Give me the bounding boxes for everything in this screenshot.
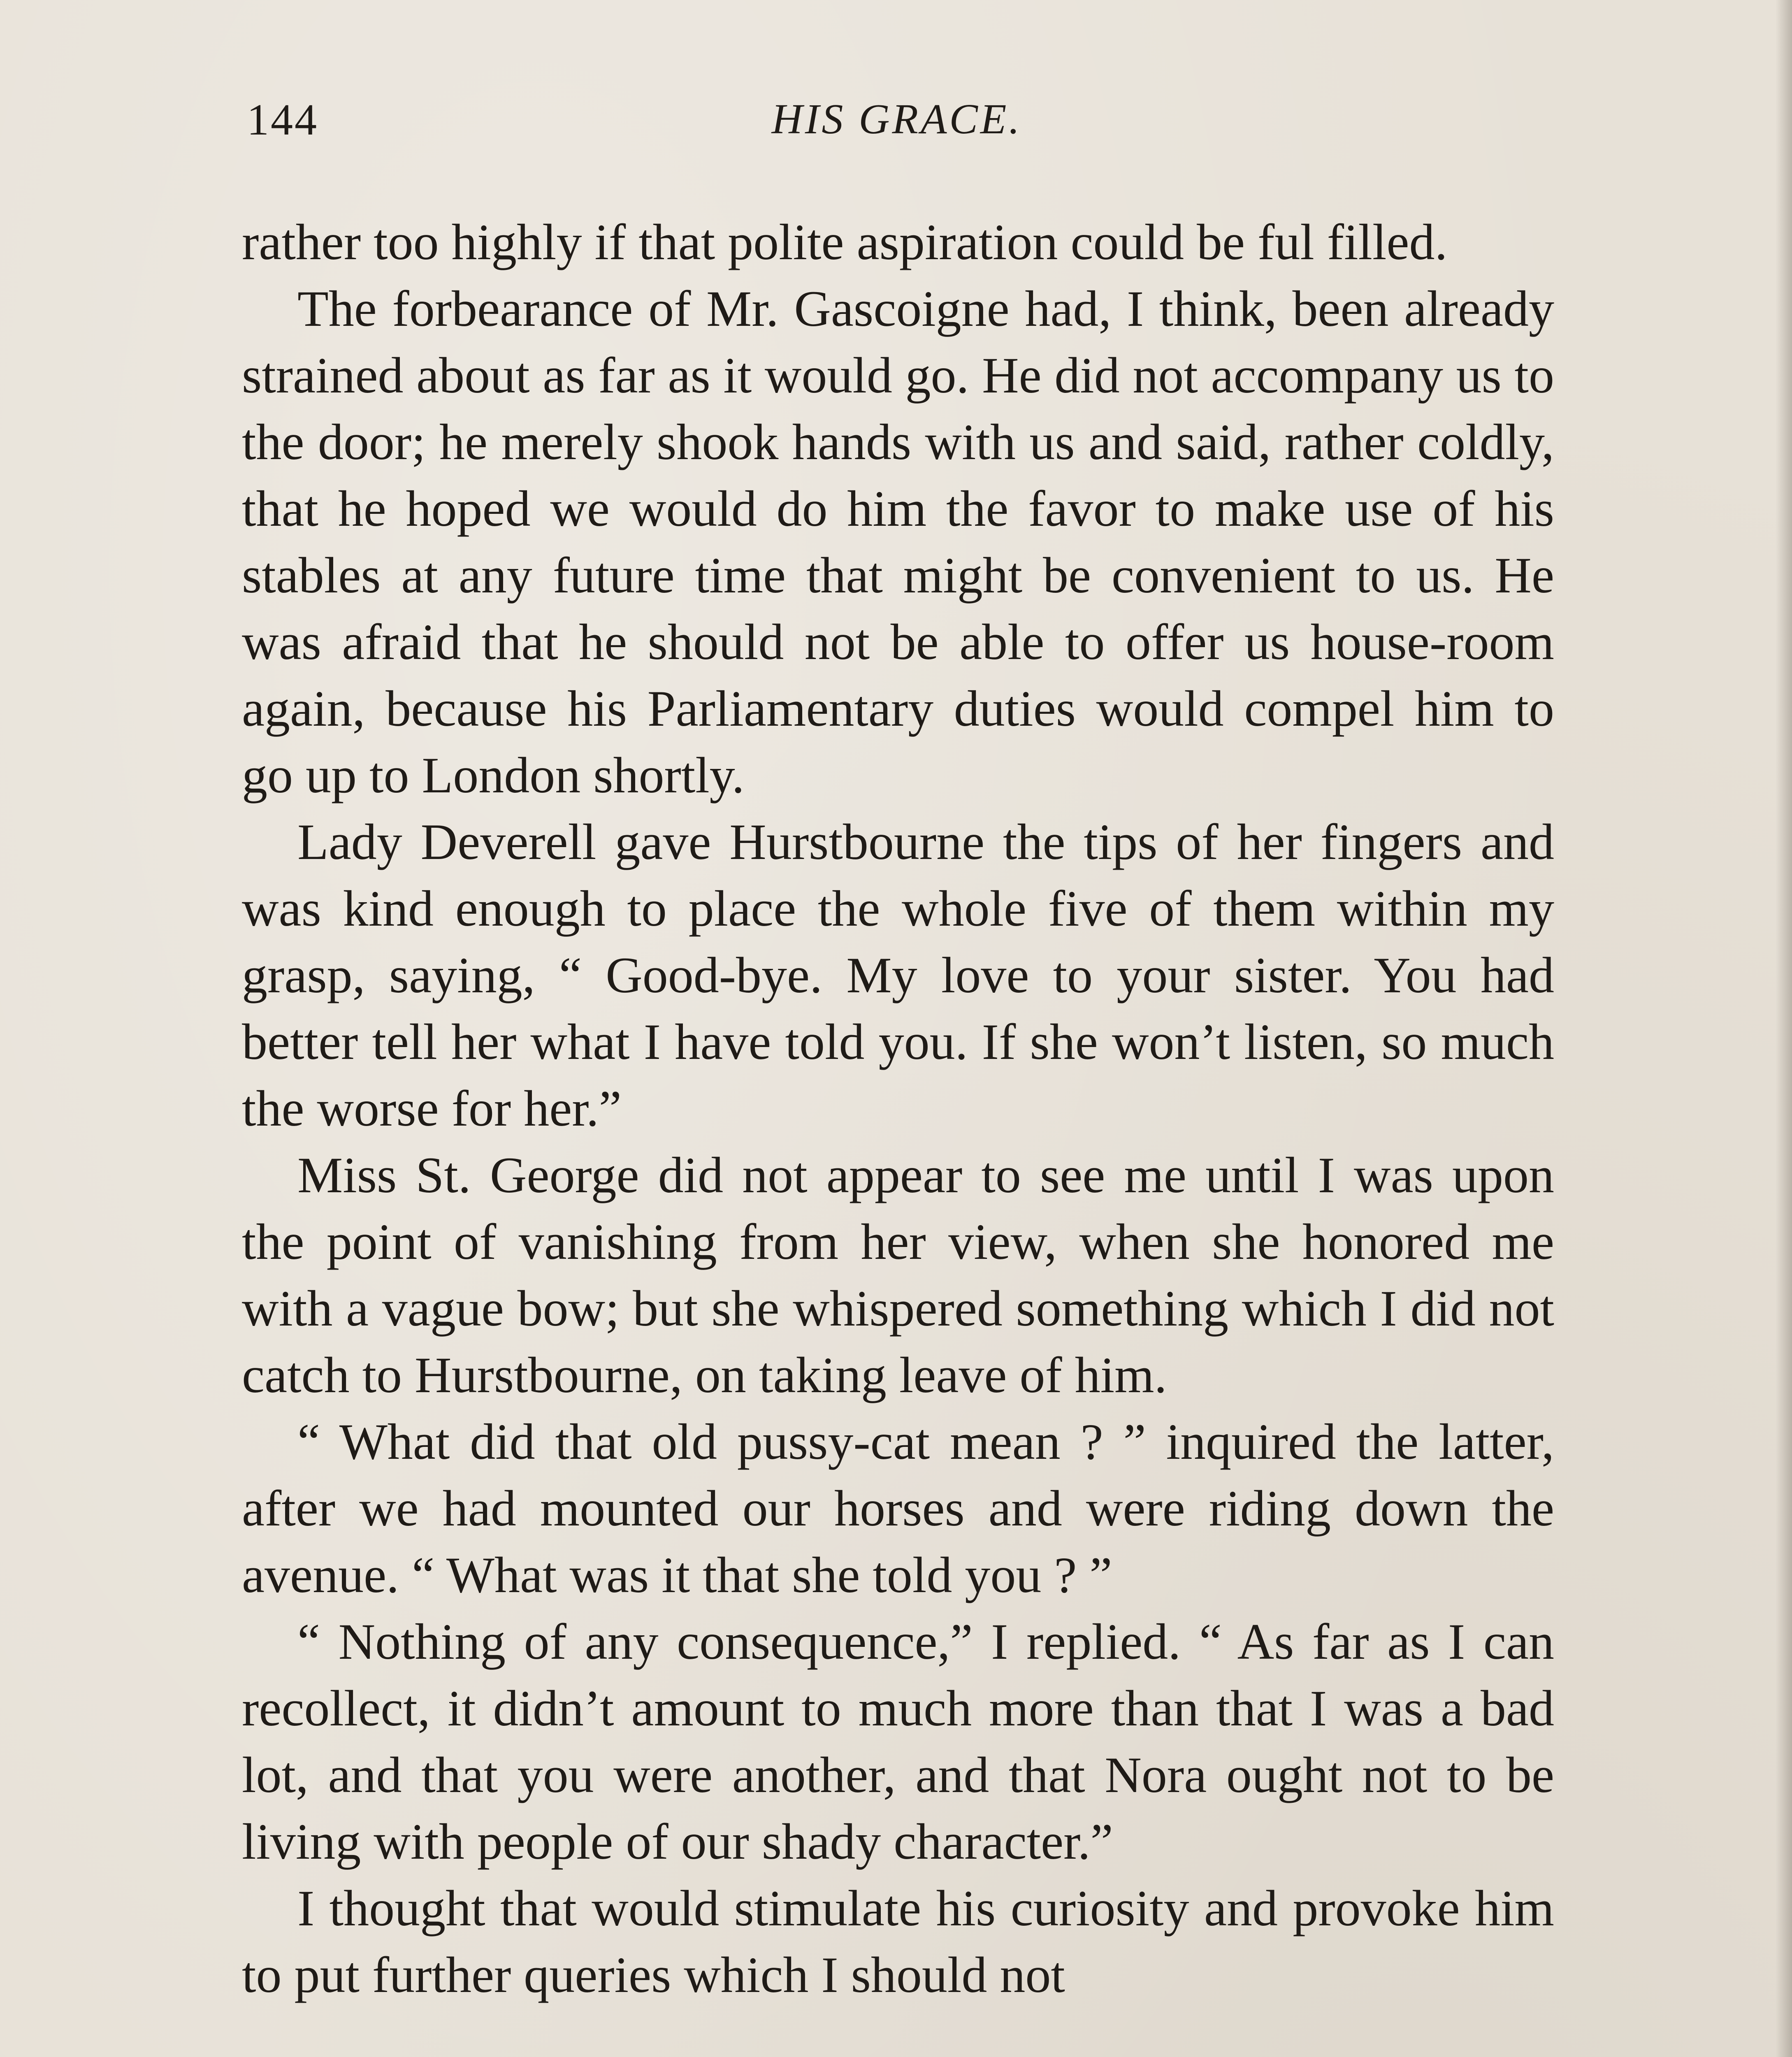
page-header [239, 95, 1555, 152]
paragraph-4: Miss St. George did not appear to see me until I was upon the point of vanishing from her view, when she honored me with a vague bow; but she whispered something which I did not catch to Hurstbourne, on taking leave of him. [242, 1147, 1554, 1403]
paragraph-6: “ Nothing of any consequence,” I replied. “ As far as I can recollect, it didn’t amount to much more than that I was a bad lot, and that you were another, and that Nora ought not to be living with people of our shady character.” [242, 1614, 1554, 1870]
body-text [242, 209, 1554, 2008]
paragraph-7: I thought that would stimulate his curiosity and provoke him to put further queries which I should not [242, 1880, 1554, 2003]
running-title: HIS GRACE. [771, 95, 1022, 143]
page-edge-shadow [1776, 0, 1792, 2057]
paragraph-5: “ What did that old pussy-cat mean ? ” inquired the latter, after we had mounted our horses and were riding down the avenue. “ What was it that she told you ? ” [242, 1414, 1554, 1603]
paragraph-2: The forbearance of Mr. Gascoigne had, I think, been already strained about as far as it would go. He did not accompany us to the door; he merely shook hands with us and said, rather coldly, that he hoped we would do him the favor to make use of his stables at any future time that might be convenient to us. He was afraid that he should not be able to offer us house-room again, because his Parliamentary duties would compel him to go up to London shortly. [242, 281, 1554, 803]
page-number: 144 [247, 95, 318, 144]
paragraph-1: rather too highly if that polite aspiration could be ful filled. [242, 214, 1448, 270]
paragraph-3: Lady Deverell gave Hurstbourne the tips of her fingers and was kind enough to place the whole five of them within my grasp, saying, “ Good-bye. My love to your sister. You had better tell her what I have told you. If she won’t listen, so much the worse for her.” [242, 814, 1554, 1137]
